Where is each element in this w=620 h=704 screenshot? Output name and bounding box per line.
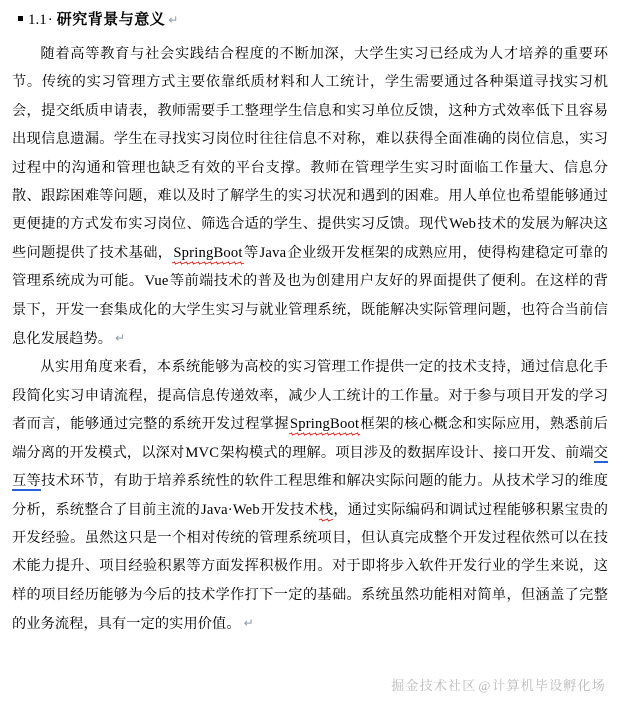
text-run: 架构模式的理解。项目涉及的数据库设计、接口开发、前端 bbox=[220, 444, 594, 461]
heading-number: 1.1 bbox=[28, 12, 47, 28]
heading-separator: · bbox=[47, 12, 53, 28]
paragraph-mark-icon: ↵ bbox=[243, 616, 254, 631]
text-run: 等前端技术的普及也为创建用户友好的界面提供了便利。在这样的背景下，开发一套集成化的大学生实习与就业管理系统，既能解决实际管理问题，也符合当前信息化发展趋势。 bbox=[12, 273, 608, 348]
watermark bbox=[391, 675, 606, 694]
watermark-author: 计算机毕设孵化场 bbox=[492, 679, 606, 694]
text-run: 技术的发展为解决这些问题提供了技术基础， bbox=[12, 216, 608, 261]
text-run: 等 bbox=[243, 244, 259, 261]
grammar-error-jiaohu[interactable]: 交互等 bbox=[12, 444, 609, 490]
text-run: 开发技术 bbox=[260, 501, 319, 518]
paragraph-2 bbox=[12, 353, 608, 638]
text-run-javaweb: Java·Web bbox=[201, 501, 260, 518]
spell-error-zhan[interactable]: 栈 bbox=[319, 502, 333, 522]
text-run: 企业级开发框架的成熟应用，使得构建稳定可靠的管理系统成为可能。 bbox=[12, 244, 608, 290]
text-run: 随着高等教育与社会实践结合程度的不断加深，大学生实习已经成为人才培养的重要环节。传统的实习管理方式主要依靠纸质材料和人工统计，学生需要通过各种渠道寻找实习机会，提交纸质申请表，教师需要手工整理学生信息和实习单位反馈，这种方式效率低下且容易出现信息遗漏。学生在寻找实习岗位时往往信息不对称，难以获得全面准确的岗位信息，实习过程中的沟通和管理也缺乏有效的平台支撑。教师在管理学生实习时面临工作量大、信息分散、跟踪困难等问题，难以及时了解学生的实习状况和遇到的困难。用人单位也希望能够通过更便捷的方式发布实习岗位、筛选合适的学生、提供实习反馈。现代 bbox=[12, 46, 608, 233]
page-title: 研究背景与意义 bbox=[56, 10, 166, 28]
spell-error-springboot[interactable]: SpringBoot bbox=[172, 245, 243, 265]
document-body bbox=[12, 40, 608, 639]
text-run: 从实用角度来看，本系统能够为高校的实习管理工作提供一定的技术支持，通过信息化手段简化实习申请流程，提高信息传递效率，减少人工统计的工作量。对于参与项目开发的学习者而言，能够通过完整的系统开发过程掌握 bbox=[12, 359, 608, 433]
text-run-web: Web bbox=[449, 216, 477, 233]
text-run-mvc: MVC bbox=[185, 444, 220, 461]
text-run: 框架的核心概念和实际应用，熟悉前后端分离的开发模式，以深对 bbox=[12, 416, 609, 461]
text-run-vue: Vue bbox=[144, 273, 169, 290]
text-run: 技术环节，有助于培养系统性的软件工程思维和解决实际问题的能力。从技术学习的维度分析，系统整合了目前主流的 bbox=[12, 473, 609, 518]
text-run-java: Java bbox=[259, 244, 287, 261]
text-run: ，通过实际编码和调试过程能够积累宝贵的开发经验。虽然这只是一个相对传统的管理系统项目，但认真完成整个开发过程依然可以在技术能力提升、项目经验积累等方面发挥积极作用。对于即将步入软件开发行业的学生来说，这样的项目经历能够为今后的技术学作打下一定的基础。系统虽然功能相对简单，但涵盖了完整的业务流程，具有一定的实用价值。 bbox=[12, 501, 608, 633]
square-bullet-icon bbox=[18, 16, 23, 21]
watermark-site: 掘金技术社区 bbox=[391, 679, 477, 694]
paragraph-mark-icon: ↵ bbox=[168, 13, 179, 27]
watermark-at-symbol: @ bbox=[478, 678, 491, 693]
paragraph-1 bbox=[12, 40, 608, 353]
section-heading bbox=[18, 8, 608, 34]
spell-error-springboot[interactable]: SpringBoot bbox=[289, 416, 360, 436]
paragraph-mark-icon: ↵ bbox=[115, 331, 126, 346]
